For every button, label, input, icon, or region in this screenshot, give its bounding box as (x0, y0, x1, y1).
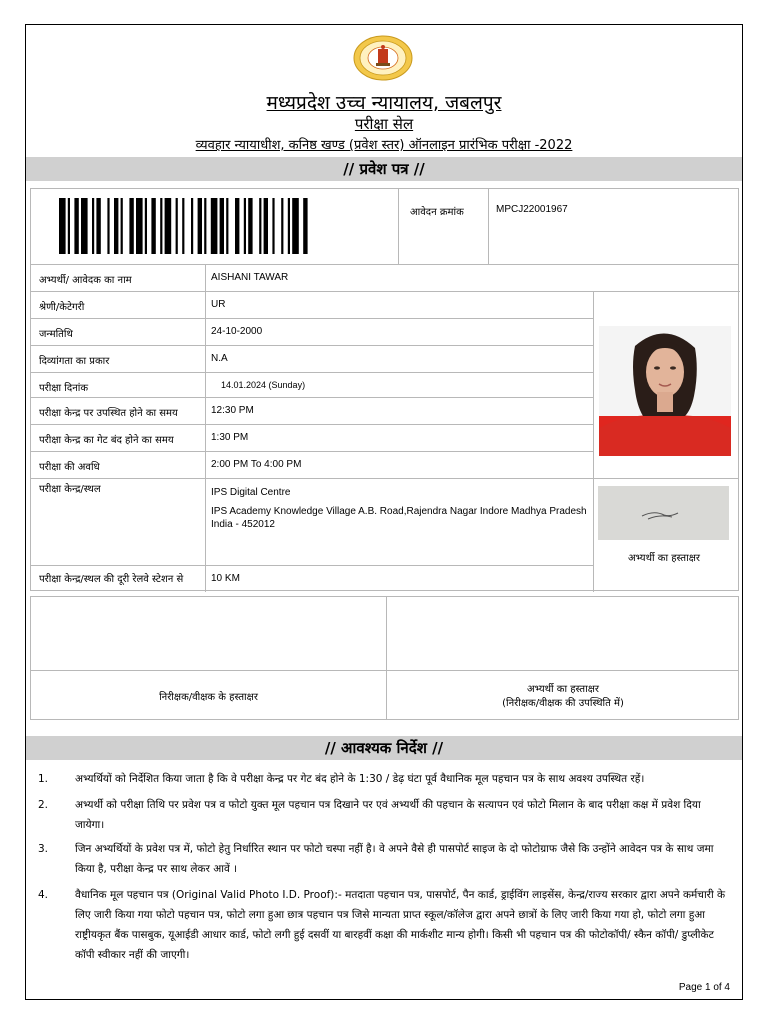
instruction-number: 4. (38, 889, 49, 901)
field-value: 2:00 PM To 4:00 PM (211, 459, 302, 470)
barcode-bar (281, 198, 283, 254)
instruction-number: 1. (38, 773, 49, 785)
field-label: जन्मतिथि (39, 329, 73, 340)
instruction-text: अभ्यर्थी को परीक्षा तिथि पर प्रवेश पत्र व फोटो युक्त मूल पहचान पत्र दिखाने पर एवं अभ्यर्थी की पहचान के सत्यापन एवं फोटो मिलान के बाद परीक्षा कक्ष में प्रवेश दिया जायेगा। (75, 799, 701, 831)
barcode-bar (244, 198, 246, 254)
candidate-signature-label: अभ्यर्थी का हस्ताक्षर (527, 684, 599, 695)
barcode-bar (121, 198, 123, 254)
exam-centre-address: IPS Academy Knowledge Village A.B. Road,Rajendra Nagar Indore Madhya Pradesh India - 452012 (211, 506, 587, 530)
exam-title: व्यवहार न्यायाधीश, कनिष्ठ खण्ड (प्रवेश स्तर) ऑनलाइन प्रारंभिक परीक्षा -2022 (195, 138, 573, 153)
barcode-bar (145, 198, 147, 254)
barcode-bar (235, 198, 239, 254)
candidate-photo (599, 326, 731, 456)
field-value: 14.01.2024 (Sunday) (221, 380, 306, 390)
barcode-bar (220, 198, 224, 254)
application-number-value: MPCJ22001967 (496, 204, 568, 215)
barcode-bar (107, 198, 109, 254)
instructions-heading: // आवश्यक निर्देश // (26, 736, 742, 760)
barcode-bar (182, 198, 184, 254)
barcode-image (59, 198, 375, 254)
barcode-bar (59, 198, 66, 254)
barcode-bar (74, 198, 78, 254)
instruction-text: वैधानिक मूल पहचान पत्र (Original Valid Photo I.D. Proof):- मतदाता पहचान पत्र, पासपोर्ट, पैन कार्ड, ड्राईविंग लाइसेंस, केन्द्र/राज्य सरकार द्वारा अपने कर्मचारी के लिए जारी किया गया फोटो पहचान पत्र, फोटो लगा हुआ छात्र पहचान पत्र जिसे मान्यता प्राप्त स्कूल/कॉलेज द्वारा अपने छात्रों के लिए जारी किया गया हो, फोटो लगा हुआ राष्ट्रीयकृत बैंक पासबुक, यूआईडी आधार कार्ड, फोटो लगी हुई दसवीं या बारहवीं कक्षा की मार्कशीट मान्य होगी। किसी भी पहचान पत्र की फोटोकॉपी/ स्कैन कॉपी/ डुप्लीकेट कॉपी स्वीकार नहीं की जाएगी। (75, 889, 726, 961)
instruction-item (38, 885, 730, 965)
field-value: 24-10-2000 (211, 326, 263, 337)
instruction-item (38, 769, 730, 789)
barcode-bar (151, 198, 155, 254)
court-title: मध्यप्रदेश उच्च न्यायालय, जबलपुर (266, 92, 502, 114)
field-value: 1:30 PM (211, 432, 249, 443)
exam-centre-name: IPS Digital Centre (211, 487, 291, 498)
barcode-bar (226, 198, 228, 254)
application-number-label: आवेदन क्रमांक (410, 207, 464, 218)
page-number: Page 1 of 4 (678, 982, 730, 993)
barcode-bar (136, 198, 143, 254)
barcode-bar (129, 198, 133, 254)
instruction-number: 2. (38, 799, 49, 811)
barcode-bar (288, 198, 290, 254)
candidate-signature-caption: अभ्यर्थी का हस्ताक्षर (628, 553, 700, 564)
barcode-bar (191, 198, 193, 254)
barcode-bar (272, 198, 274, 254)
details-table (30, 188, 739, 591)
exam-cell-title: परीक्षा सेल (354, 115, 414, 133)
field-value: AISHANI TAWAR (211, 272, 289, 283)
barcode-bar (114, 198, 118, 254)
barcode-bar (198, 198, 202, 254)
railway-distance-label: परीक्षा केन्द्र/स्थल की दूरी रेलवे स्टेशन से (39, 574, 184, 585)
instruction-item (38, 839, 730, 879)
barcode-bar (68, 198, 70, 254)
field-value: N.A (211, 353, 228, 364)
barcode-bar (248, 198, 252, 254)
barcode-bar (160, 198, 162, 254)
field-label: परीक्षा की अवधि (39, 462, 100, 473)
field-label: परीक्षा केन्द्र का गेट बंद होने का समय (39, 435, 174, 446)
barcode-bar (303, 198, 307, 254)
state-emblem-icon (353, 35, 413, 81)
exam-centre-label: परीक्षा केन्द्र/स्थल (39, 484, 101, 495)
barcode-bar (259, 198, 261, 254)
admit-card-page (25, 24, 743, 1000)
barcode-bar (81, 198, 88, 254)
signature-table (30, 596, 739, 720)
field-value: UR (211, 299, 226, 310)
invigilator-signature-label: निरीक्षक/वीक्षक के हस्ताक्षर (159, 692, 258, 703)
field-label: परीक्षा केन्द्र पर उपस्थित होने का समय (39, 408, 178, 419)
barcode-bar (292, 198, 299, 254)
instruction-text: अभ्यर्थियों को निर्देशित किया जाता है कि वे परीक्षा केन्द्र पर गेट बंद होने के 1:30 / डेढ़ घंटा पूर्व वैधानिक मूल पहचान पत्र के साथ अवश्य उपस्थित रहें। (75, 773, 645, 785)
field-label: परीक्षा दिनांक (39, 383, 89, 394)
barcode-bar (165, 198, 172, 254)
instruction-item (38, 795, 730, 835)
field-label: श्रेणी/केटेगरी (39, 302, 85, 313)
barcode-bar (176, 198, 178, 254)
instruction-text: जिन अभ्यर्थियों के प्रवेश पत्र में, फोटो हेतु निर्धारित स्थान पर फोटो चस्पा नहीं है। वे अपने वैसे ही पासपोर्ट साइज के दो फोटोग्राफ जैसे कि उन्होंने आवेदन पत्र के साथ जमा किया है, परीक्षा केन्द्र पर साथ लेकर आवें । (75, 843, 714, 875)
field-label: दिव्यांगता का प्रकार (39, 356, 110, 367)
barcode-bar (211, 198, 218, 254)
barcode-bar (264, 198, 268, 254)
barcode-bar (96, 198, 100, 254)
barcode-bar (204, 198, 206, 254)
field-value: 12:30 PM (211, 405, 254, 416)
barcode-bar (92, 198, 94, 254)
candidate-signature-image (598, 486, 729, 540)
candidate-signature-note: (निरीक्षक/वीक्षक की उपस्थिति में) (502, 698, 624, 709)
instruction-number: 3. (38, 843, 49, 855)
field-label: अभ्यर्थी/ आवेदक का नाम (39, 275, 132, 286)
railway-distance-value: 10 KM (211, 573, 240, 584)
admit-card-heading: // प्रवेश पत्र // (26, 157, 742, 181)
